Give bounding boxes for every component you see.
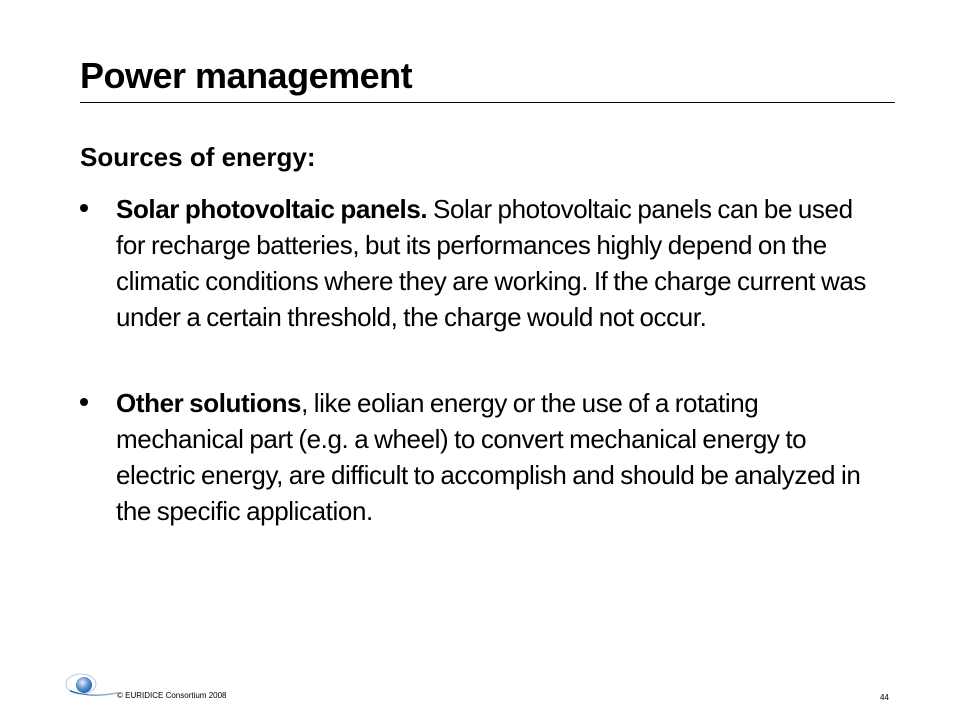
page-number: 44 (880, 693, 889, 702)
bullet-body: , like eolian energy or the use of a rotating mechanical part (e.g. a wheel) to convert mechanical energy to electric energy, are difficult to accomplish and should be analyzed in the specific application. (116, 388, 861, 526)
euridice-globe-logo-icon (62, 668, 122, 698)
footer-copyright: © EURIDICE Consortium 2008 (117, 691, 227, 700)
title-divider (80, 102, 895, 103)
bullet-dot-icon (80, 398, 88, 406)
bullet-lead: Solar photovoltaic panels. (116, 194, 428, 224)
slide-title: Power management (80, 55, 413, 96)
bullet-dot-icon (80, 204, 88, 212)
section-heading: Sources of energy: (80, 142, 316, 172)
bullet-text (116, 385, 886, 529)
bullet-lead: Other solutions (116, 388, 302, 418)
bullet-text (116, 191, 886, 335)
bullet-body: Solar photovoltaic panels can be used for recharge batteries, but its performances highly depend on the climatic conditions where they are working. If the charge current was under a certain threshold, the charge would not occur. (116, 194, 866, 332)
